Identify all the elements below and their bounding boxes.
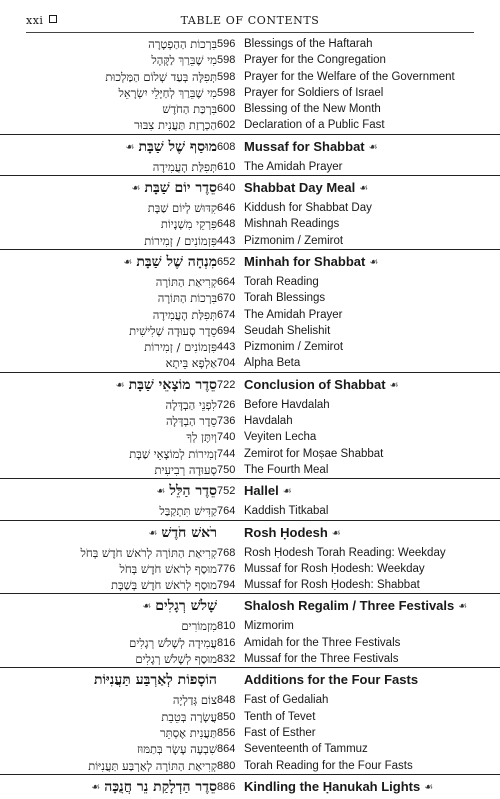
- toc-hebrew-title: וְיִתֶּן לְךָ: [186, 430, 217, 445]
- toc-hebrew-title: מִנְחָה שֶׁל שַׁבָּת☙: [123, 253, 217, 270]
- toc-page-number: 674: [217, 308, 236, 321]
- toc-hebrew-title: בִּרְכוֹת הַתּוֹרָה: [157, 291, 217, 306]
- toc-page-number: 722: [217, 378, 236, 391]
- toc-entry[interactable]: [0, 200, 500, 216]
- toc-english-title: [244, 741, 368, 757]
- toc-english-text: Shabbat Day Meal: [244, 180, 356, 196]
- toc-page-number: 856: [217, 726, 236, 739]
- toc-page-number: 694: [217, 324, 236, 337]
- flourish-icon: ☙: [131, 183, 141, 195]
- toc-english-title: [244, 669, 418, 691]
- toc-entry[interactable]: [0, 307, 500, 323]
- toc-english-text: Mishnah Readings: [244, 218, 340, 231]
- toc-english-text: Havdalah: [244, 415, 293, 428]
- flourish-icon: ☙: [368, 141, 378, 153]
- toc-entry[interactable]: [0, 216, 500, 232]
- toc-hebrew-title: מוּסַף לְשָׁלֹשׁ רְגָלִים: [135, 652, 217, 667]
- toc-section-heading[interactable]: [0, 593, 500, 618]
- toc-english-text: Seventeenth of Tammuz: [244, 743, 368, 756]
- toc-english-text: Rosh Ḥodesh: [244, 524, 328, 540]
- toc-page-number: 816: [217, 636, 236, 649]
- toc-entry[interactable]: [0, 233, 500, 249]
- toc-english-text: Blessings of the Haftarah: [244, 38, 373, 50]
- header-rule: [26, 32, 474, 33]
- toc-page-number: 768: [217, 546, 236, 559]
- toc-english-title: [244, 595, 471, 618]
- toc-english-text: Rosh Ḥodesh Torah Reading: Weekday: [244, 546, 446, 559]
- toc-entry[interactable]: [0, 323, 500, 339]
- flourish-icon: ☙: [125, 141, 135, 153]
- header-title: TABLE OF CONTENTS: [180, 14, 320, 27]
- toc-english-text: Prayer for the Welfare of the Government: [244, 70, 455, 83]
- flourish-icon: ☙: [156, 486, 166, 498]
- toc-english-text: Zemirot for Moṣae Shabbat: [244, 447, 384, 460]
- toc-entry[interactable]: [0, 355, 500, 371]
- toc-english-title: [244, 200, 372, 216]
- toc-english-title: [244, 216, 339, 232]
- toc-page-number: 610: [217, 160, 236, 173]
- flourish-icon: ☙: [458, 601, 468, 613]
- toc-entry[interactable]: [0, 462, 500, 478]
- flourish-icon: ☙: [115, 379, 125, 391]
- flourish-icon: ☙: [91, 781, 101, 793]
- toc-entry[interactable]: [0, 274, 500, 290]
- toc-english-text: Declaration of a Public Fast: [244, 119, 385, 132]
- toc-english-title: [244, 177, 372, 200]
- toc-hebrew-title: תְּפִלָּה בְּעַד שְׁלוֹם הַמַּלְכוּת: [105, 69, 217, 84]
- toc-english-text: Tenth of Tevet: [244, 710, 316, 723]
- toc-page-number: 664: [217, 275, 236, 288]
- page-header: [0, 0, 500, 40]
- flourish-icon: ☙: [424, 781, 434, 793]
- toc-english-text: Before Havdalah: [244, 398, 330, 411]
- toc-page-number: 776: [217, 562, 236, 575]
- toc-section-heading[interactable]: [0, 478, 500, 503]
- toc-hebrew-title: לִפְנֵי הַבְדָּלָה: [165, 397, 217, 412]
- toc-english-text: The Fourth Meal: [244, 463, 329, 476]
- toc-page-number: 648: [217, 218, 236, 231]
- toc-page-number: 750: [217, 463, 236, 476]
- toc-entry[interactable]: [0, 397, 500, 413]
- toc-english-text: Mussaf for Rosh Ḥodesh: Weekday: [244, 562, 425, 575]
- toc-section-heading[interactable]: [0, 520, 500, 545]
- toc-english-text: The Amidah Prayer: [244, 160, 343, 173]
- toc-english-text: Mussaf for Rosh Ḥodesh: Shabbat: [244, 579, 420, 592]
- toc-english-title: [244, 69, 455, 85]
- toc-section-heading[interactable]: [0, 134, 500, 159]
- toc-english-title: [244, 159, 342, 175]
- toc-hebrew-title: תַּעֲנִית אֶסְתֵּר: [159, 725, 217, 740]
- toc-page-number: 443: [217, 341, 236, 354]
- flourish-icon: ☙: [369, 256, 379, 268]
- toc-entry[interactable]: [0, 413, 500, 429]
- toc-hebrew-title: עֲשָׂרָה בְּטֵבֵת: [161, 709, 217, 724]
- toc-page-number: 608: [217, 140, 236, 153]
- toc-page-number: 640: [217, 182, 236, 195]
- toc-entry[interactable]: [0, 741, 500, 757]
- toc-english-title: [244, 446, 383, 462]
- toc-hebrew-title: בִּרְכַּת הַחֹדֶשׁ: [162, 102, 217, 117]
- toc-english-title: [244, 709, 315, 725]
- toc-hebrew-title: עֲמִידָה לְשָׁלֹשׁ רְגָלִים: [129, 635, 217, 650]
- toc-hebrew-title: זְמִירוֹת לְמוֹצָאֵי שַׁבָּת: [129, 446, 217, 461]
- toc-english-text: Hallel: [244, 483, 279, 499]
- toc-page-number: 794: [217, 579, 236, 592]
- toc-english-text: Minhah for Shabbat: [244, 253, 366, 269]
- toc-page-number: 670: [217, 292, 236, 305]
- toc-english-text: Pizmonim / Zemirot: [244, 234, 344, 247]
- toc-english-text: Torah Reading for the Four Fasts: [244, 759, 413, 772]
- toc-page-number: 704: [217, 357, 236, 370]
- toc-english-title: [244, 101, 381, 117]
- toc-english-text: Fast of Esther: [244, 726, 316, 739]
- toc-page-number: 596: [217, 38, 236, 50]
- toc-hebrew-title: קַדִּישׁ תִּתְקַבַּל: [159, 504, 217, 519]
- toc-english-text: Conclusion of Shabbat: [244, 376, 386, 392]
- toc-hebrew-title: סֵדֶר יוֹם שַׁבָּת☙: [131, 180, 217, 197]
- toc-hebrew-title: רֹאשׁ חֹדֶשׁ☙: [148, 524, 217, 541]
- toc-english-text: Torah Blessings: [244, 292, 326, 305]
- toc-english-text: Pizmonim / Zemirot: [244, 341, 344, 354]
- toc-page-number: 598: [217, 54, 236, 67]
- toc-hebrew-title: אַלְפָא בֵּיתָא: [165, 356, 217, 371]
- toc-section-heading[interactable]: [0, 667, 500, 692]
- toc-english-title: [244, 355, 300, 371]
- toc-page-number: 864: [217, 743, 236, 756]
- toc-english-text: Blessing of the New Month: [244, 103, 381, 116]
- toc-english-text: Prayer for Soldiers of Israel: [244, 86, 384, 99]
- toc-page-number: 848: [217, 694, 236, 707]
- toc-english-text: Prayer for the Congregation: [244, 54, 386, 67]
- toc-english-title: [244, 117, 385, 133]
- toc-hebrew-title: פִּזְמוֹנִים / זְמִירוֹת: [144, 233, 217, 248]
- toc-english-title: [244, 136, 382, 159]
- toc-english-text: Seudah Shelishit: [244, 324, 331, 337]
- toc-page-number: 598: [217, 70, 236, 83]
- toc-section-heading[interactable]: [0, 774, 500, 799]
- toc-entry[interactable]: [0, 651, 500, 667]
- toc-english-title: [244, 651, 398, 667]
- toc-page-number: 726: [217, 398, 236, 411]
- toc-english-title: [244, 462, 328, 478]
- toc-english-title: [244, 692, 328, 708]
- toc-hebrew-title: קְרִיאַת הַתּוֹרָה: [155, 274, 217, 289]
- toc-section-heading[interactable]: [0, 249, 500, 274]
- toc-hebrew-title: פִּזְמוֹנִים / זְמִירוֹת: [144, 340, 217, 355]
- toc-hebrew-title: סְעוּדָה רְבִיעִית: [154, 462, 217, 477]
- toc-hebrew-title: סֵדֶר סְעוּדָה שְׁלִישִׁית: [129, 323, 217, 338]
- toc-english-text: Mussaf for the Three Festivals: [244, 653, 399, 666]
- toc-english-title: [244, 339, 343, 355]
- toc-entry[interactable]: [0, 290, 500, 306]
- toc-english-title: [244, 233, 343, 249]
- toc-page-number: 764: [217, 505, 236, 518]
- toc-hebrew-title: מִי שֶׁבֵּרַךְ לַקָּהָל: [151, 53, 217, 68]
- toc-english-title: [244, 561, 425, 577]
- toc-section-heading[interactable]: [0, 175, 500, 200]
- toc-hebrew-title: בִּרְכוֹת הַהַפְטָרָה: [148, 37, 217, 51]
- toc-english-title: [244, 577, 420, 593]
- toc-page-number: 740: [217, 431, 236, 444]
- toc-english-title: [244, 274, 319, 290]
- flourish-icon: ☙: [389, 379, 399, 391]
- toc-hebrew-title: מוּסַף לְרֹאשׁ חֹדֶשׁ בְּחֹל: [119, 561, 217, 576]
- toc-page-number: 600: [217, 103, 236, 116]
- toc-english-title: [244, 635, 400, 651]
- toc-page-number: 646: [217, 202, 236, 215]
- toc-english-title: [244, 758, 413, 774]
- toc-hebrew-title: סֵדֶר מוֹצָאֵי שַׁבָּת☙: [115, 376, 217, 393]
- toc-hebrew-title: מוּסַף לְרֹאשׁ חֹדֶשׁ בְּשַׁבָּת: [110, 578, 217, 593]
- toc-english-text: Torah Reading: [244, 275, 319, 288]
- toc-english-title: [244, 290, 325, 306]
- toc-page-number: 602: [217, 119, 236, 132]
- toc-hebrew-title: קְרִיאַת הַתּוֹרָה לְאַרְבַּע תַּעֲנִיּוֹת: [88, 758, 217, 773]
- toc-english-text: Fast of Gedaliah: [244, 694, 329, 707]
- toc-english-text: Mussaf for Shabbat: [244, 138, 365, 154]
- toc-entry[interactable]: [0, 503, 500, 519]
- toc-hebrew-title: הוֹסָפוֹת לְאַרְבַּע תַּעֲנִיּוֹת: [94, 672, 217, 689]
- flourish-icon: ☙: [359, 183, 369, 195]
- toc-entry[interactable]: [0, 446, 500, 462]
- toc-english-title: [244, 36, 373, 52]
- toc-list: [0, 36, 500, 799]
- toc-english-title: [244, 307, 342, 323]
- toc-entry[interactable]: [0, 36, 500, 52]
- toc-english-text: Mizmorim: [244, 620, 294, 633]
- flourish-icon: ☙: [142, 601, 152, 613]
- toc-entry[interactable]: [0, 69, 500, 85]
- toc-hebrew-title: קִדּוּשׁ לְיוֹם שַׁבָּת: [147, 201, 217, 216]
- toc-page-number: 752: [217, 485, 236, 498]
- toc-entry[interactable]: [0, 725, 500, 741]
- toc-page-number: 832: [217, 653, 236, 666]
- toc-entry[interactable]: [0, 561, 500, 577]
- toc-hebrew-title: סֵדֶר הַבְדָּלָה: [165, 414, 217, 429]
- toc-entry[interactable]: [0, 339, 500, 355]
- toc-page-number: 880: [217, 759, 236, 772]
- toc-entry[interactable]: [0, 117, 500, 133]
- flourish-icon: ☙: [148, 527, 158, 539]
- toc-hebrew-title: תְּפִלַּת הָעֲמִידָה: [152, 159, 217, 174]
- toc-english-title: [244, 776, 437, 799]
- toc-english-text: The Amidah Prayer: [244, 308, 343, 321]
- toc-english-title: [244, 374, 403, 397]
- toc-entry[interactable]: [0, 635, 500, 651]
- toc-section-heading[interactable]: [0, 372, 500, 397]
- toc-english-title: [244, 413, 293, 429]
- toc-page-number: 886: [217, 780, 236, 793]
- toc-hebrew-title: שָׁלֹשׁ רְגָלִים☙: [142, 598, 217, 615]
- toc-english-title: [244, 503, 328, 519]
- toc-english-title: [244, 397, 330, 413]
- toc-hebrew-title: סֵדֶר הַדְלָקַת נֵר חֲנֻכָּה☙: [91, 778, 217, 795]
- toc-english-text: Additions for the Four Fasts: [244, 672, 419, 688]
- toc-hebrew-title: הַכְרָזַת תַּעֲנִית צִבּוּר: [134, 118, 217, 133]
- toc-hebrew-title: שִׁבְעָה עָשָׂר בְּתַמּוּז: [137, 742, 217, 757]
- header-page-number: xxi: [26, 14, 57, 27]
- toc-hebrew-title: מוּסַף שֶׁל שַׁבָּת☙: [125, 138, 217, 155]
- toc-english-text: Kindling the Ḥanukah Lights: [244, 778, 421, 794]
- toc-page-number: 443: [217, 234, 236, 247]
- toc-english-title: [244, 251, 382, 274]
- toc-hebrew-title: מִי שֶׁבֵּרַךְ לְחַיָּלֵי יִשְׂרָאֵל: [118, 85, 217, 100]
- toc-entry[interactable]: [0, 618, 500, 634]
- toc-hebrew-title: סֵדֶר הַלֵּל☙: [156, 483, 217, 500]
- toc-entry[interactable]: [0, 709, 500, 725]
- toc-english-title: [244, 618, 294, 634]
- toc-english-text: Kiddush for Shabbat Day: [244, 202, 372, 215]
- toc-entry[interactable]: [0, 52, 500, 68]
- toc-hebrew-title: פִּרְקֵי מִשְׁנָיוֹת: [160, 217, 217, 232]
- toc-entry[interactable]: [0, 545, 500, 561]
- toc-english-title: [244, 545, 446, 561]
- toc-english-text: Kaddish Titkabal: [244, 505, 329, 518]
- toc-entry[interactable]: [0, 692, 500, 708]
- toc-english-text: Alpha Beta: [244, 357, 301, 370]
- toc-english-title: [244, 52, 386, 68]
- toc-english-text: Veyiten Lecha: [244, 431, 317, 444]
- toc-english-title: [244, 522, 345, 545]
- flourish-icon: ☙: [331, 527, 341, 539]
- toc-english-title: [244, 323, 330, 339]
- toc-hebrew-title: קְרִיאַת הַתּוֹרָה לְרֹאשׁ חֹדֶשׁ בְּחֹל: [80, 545, 217, 560]
- toc-entry[interactable]: [0, 85, 500, 101]
- toc-english-title: [244, 725, 316, 741]
- toc-page-number: 810: [217, 620, 236, 633]
- toc-english-title: [244, 429, 316, 445]
- toc-entry[interactable]: [0, 159, 500, 175]
- toc-page-number: 850: [217, 710, 236, 723]
- toc-entry[interactable]: [0, 101, 500, 117]
- toc-entry[interactable]: [0, 429, 500, 445]
- toc-english-title: [244, 85, 383, 101]
- toc-page-number: 736: [217, 415, 236, 428]
- flourish-icon: ☙: [123, 256, 133, 268]
- toc-english-title: [244, 480, 296, 503]
- toc-page-number: 744: [217, 447, 236, 460]
- toc-english-text: Amidah for the Three Festivals: [244, 636, 401, 649]
- toc-page-number: 652: [217, 255, 236, 268]
- toc-entry[interactable]: [0, 758, 500, 774]
- toc-english-text: Shalosh Regalim / Three Festivals: [244, 598, 455, 614]
- toc-hebrew-title: מִזְמוֹרִים: [181, 619, 217, 634]
- toc-entry[interactable]: [0, 577, 500, 593]
- toc-hebrew-title: צוֹם גְּדַלְיָה: [172, 693, 217, 708]
- toc-page-number: 598: [217, 86, 236, 99]
- toc-hebrew-title: תְּפִלַּת הָעֲמִידָה: [152, 307, 217, 322]
- flourish-icon: ☙: [282, 486, 292, 498]
